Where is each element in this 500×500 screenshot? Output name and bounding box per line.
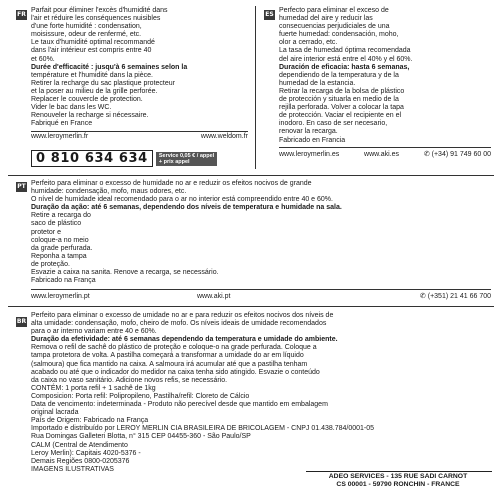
pt-line: da grade perfurada. [31,244,93,252]
pt-line: saco de plástico [31,220,82,228]
es-line: Duración de eficacia: hasta 6 semanas, [279,63,410,71]
section-divider [8,175,494,176]
fr-tariff-line-1: Service 0,05 € / appel [158,152,215,159]
es-line: inodoro. En caso de ser necesario, [279,120,388,128]
fr-phone-number: 0 810 634 634 [31,150,153,167]
pt-line: Retire a recarga do [31,212,91,220]
es-phone-number: (+34) 91 749 60 00 [431,151,491,158]
address-line-2: CS 00001 - 59790 RONCHIN - FRANCE [336,481,460,488]
fr-line: l'air et réduire les conséquences nuisibles [31,15,161,23]
fr-tariff-badge [156,152,217,166]
fr-text-block [31,7,251,128]
es-line: renovar la recarga. [279,128,338,136]
es-line: humedad del aire y reducir las [279,15,373,23]
phone-icon: ✆ [423,151,430,158]
fr-line: et 60%. [31,55,55,63]
es-line: de protección y situarla en medio de la [279,96,399,104]
es-line: rejilla perforada. Volver a colocar la tapa [279,104,404,112]
fr-line: Retirer la recharge du sac plastique protecteur [31,79,175,87]
es-line: Fabricado en Francia [279,136,346,144]
es-text-block [279,7,494,145]
br-line: País de Origem: Fabricado na França [31,417,149,425]
br-line: CALM (Central de Atendimento [31,441,128,449]
br-line: para o ar interno variam entre 40 e 60%. [31,328,157,336]
es-phone [424,150,491,158]
fr-websites [31,133,248,140]
fr-line: Durée d'efficacité : jusqu'à 6 semaines selon la [31,63,188,71]
es-divider [279,147,491,148]
es-website-2: www.aki.es [364,150,400,158]
br-line: Duração da efetividade: até 6 semanas dependendo da temperatura e umidade do ambiente. [31,336,338,344]
es-line: consecuencias perjudiciales de una [279,23,390,31]
fr-website-2: www.weldom.fr [200,133,248,140]
phone-icon: ✆ [419,293,426,300]
pt-line: O nível de humidade ideal recomendado para o ar no interior está compreendido entre 40 e 60%. [31,196,333,204]
pt-line: protetor e [31,228,61,236]
pt-website-2: www.aki.pt [197,292,231,300]
br-line: Perfeito para eliminar o excesso de umidade no ar e para reduzir os efeitos nocivos dos níveis de [31,312,334,319]
lang-badge-pt: PT [17,183,26,190]
lang-badge-fr: FR [17,11,26,18]
fr-line: température et l'humidité dans la pièce. [31,71,153,79]
pt-phone-number: (+351) 21 41 66 700 [427,293,491,300]
br-line: Leroy Merlin): Capitais 4020-5376 - [31,449,141,457]
fr-line: Renouveler la recharge si nécessaire. [31,112,149,120]
pt-line: Duração da ação: até 6 semanas, dependendo dos níveis de temperatura e humidade na sala. [31,204,342,212]
br-line: Data de vencimento: indeterminada - Produto não perecível desde que mantido em embalagem [31,401,328,409]
es-line: humedad de la estancia. [279,79,356,87]
br-line: Remova o refil de sachê do plástico de proteção e coloque-o na grade perfurada. Coloque a [31,344,317,352]
fr-website-1: www.leroymerlin.fr [31,133,89,140]
es-line: fuerte humedad: condensación, moho, [279,31,399,39]
pt-line: Esvazie a caixa na sanita. Renove a recarga, se necessário. [31,269,219,277]
section-divider [8,306,494,307]
es-contact-row [279,150,491,158]
fr-line: Fabriqué en France [31,120,93,128]
fr-line: moisissure, odeur de renfermé, etc. [31,31,142,39]
pt-divider [31,289,491,290]
es-line: del aire interior está entre el 40% y el 60%. [279,55,413,63]
es-line: Perfecto para eliminar el exceso de [279,7,389,14]
address-line-1: ADEO SERVICES - 135 RUE SADI CARNOT [328,473,468,480]
pt-phone [420,292,491,300]
es-line: dependiendo de la temperatura y de la [279,71,399,79]
fr-divider [31,131,248,132]
pt-line: coloque-a no meio [31,236,89,244]
lang-badge-br: BR [16,318,27,325]
fr-line: Le taux d'humidité optimal recommandé [31,39,155,47]
fr-tariff-line-2: + prix appel [158,158,190,165]
br-line: IMAGENS ILUSTRATIVAS [31,465,114,473]
br-line: acabado ou até que o indicador do medidor na caixa tenha sido atingido. Esvazie o conteúdo [31,368,320,376]
br-line: (salmoura) que fica mantido na caixa. A salmoura irá acumular até que a pastilha tenham [31,360,308,368]
pt-line: de proteção. [31,260,70,268]
br-line: alta umidade: condensação, mofo, cheiro de mofo. Os níveis ideais de umidade recomendados [31,320,327,328]
footer-divider [306,471,492,472]
br-line: Rua Domingas Galleteri Blotta, n° 315 CEP 04455-360 - São Paulo/SP [31,433,251,441]
fr-line: Parfait pour éliminer l'excès d'humidité dans [31,7,168,14]
es-line: Retirar la recarga de la bolsa de plástico [279,87,405,95]
manufacturer-address [300,473,496,489]
es-line: La tasa de humedad óptima recomendada [279,47,411,55]
es-line: de protección. Vaciar el recipiente en el [279,112,402,120]
es-website-1: www.leroymerlin.es [279,150,340,158]
br-line: Demais Regiões 0800-0205376 [31,457,130,465]
br-line: tampa protetora de volta. A pastilha começará a transformar a umidade do ar em líquido [31,352,304,360]
column-divider [255,6,256,169]
pt-line: Reponha a tampa [31,252,87,260]
pt-line: Perfeito para eliminar o excesso de humidade no ar e reduzir os efeitos nocivos de grande [31,180,312,187]
fr-line: d'une forte humidité : condensation, [31,23,142,31]
pt-line: Fabricado na França [31,277,96,285]
br-line: original lacrada [31,409,79,417]
pt-contact-row [31,292,491,300]
pt-text-block [31,180,496,285]
fr-line: dans l'air intérieur est compris entre 40 [31,47,152,55]
lang-badge-es: ES [265,11,274,18]
br-line: CONTÉM: 1 porta refil + 1 sachê de 1kg [31,384,156,392]
pt-website-1: www.leroymerlin.pt [31,292,90,300]
fr-line: Vider le bac dans les WC. [31,104,112,112]
br-line: Importado e distribuído por LEROY MERLIN CIA BRASILEIRA DE BRICOLAGEM - CNPJ 01.438.784/0001-05 [31,425,375,433]
fr-phone-row [31,150,217,167]
fr-line: et la poser au milieu de la grille perforée. [31,87,158,95]
fr-line: Replacer le couvercle de protection. [31,96,143,104]
br-line: Composicion: Porta refil: Polipropileno, Pastilha/refil: Cloreto de Cálcio [31,392,250,400]
es-line: olor a cerrado, etc. [279,39,338,47]
pt-line: humidade: condensação, mofo, maus odores, etc. [31,188,187,196]
br-text-block [31,312,496,474]
br-line: da caixa no vaso sanitário. Adicione novos refis, se necessário. [31,376,228,384]
